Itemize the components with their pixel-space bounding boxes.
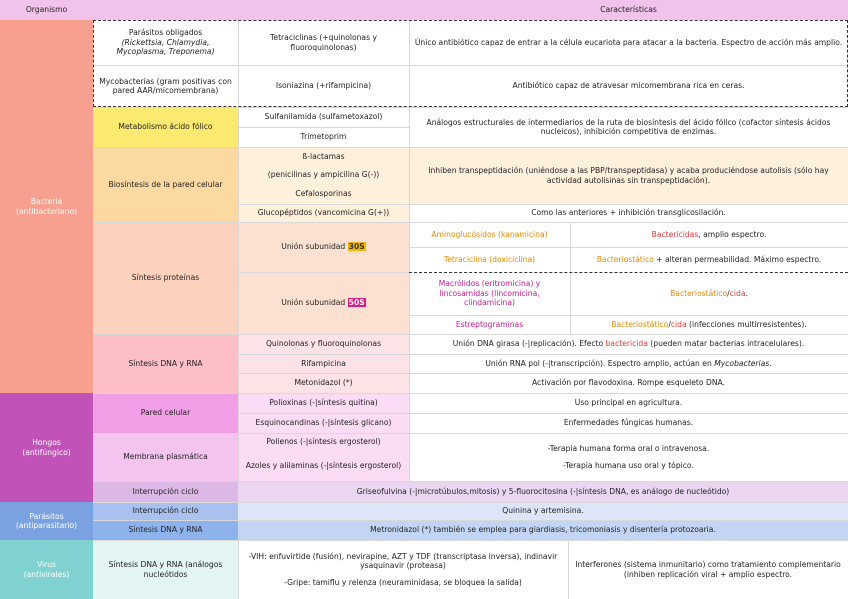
desc-polioxinas: Uso principal en agricultura. <box>574 398 683 408</box>
desc-rifampicina: Unión RNA pol (-|transcripción). Espectro amplio, actúan en Mycobacterias. <box>485 358 772 368</box>
grid-line <box>238 127 409 128</box>
desc-glucopeptidos: Como las anteriores + inhibición transglicosilación. <box>531 208 726 218</box>
group-bacteria: Bacteria (antibacteriano) <box>0 20 93 393</box>
desc-antivirales: -VIH: enfuvirtide (fusión), nevirapine, AZT y TDF (transcriptasa inversa), indinavir ysaquinavir (proteasa) -Gripe: tamiflu y relenza (neuraminidasa, se bloquea la salida) <box>248 551 558 587</box>
grid-line <box>409 247 848 248</box>
grid-line <box>93 107 848 108</box>
grid-line <box>409 315 848 316</box>
subunit-30s: Unión subunidad 30S <box>238 222 409 272</box>
drug-estreptograminas: Estreptograminas <box>455 319 524 329</box>
drug-metonidazol: Metonidazol (*) <box>238 373 409 393</box>
desc-metonidazol: Activación por flavodoxina. Rompe esqueleto DNA. <box>532 378 725 388</box>
desc-pared-celular: Inhiben transpeptidación (uniéndose a las PBP/transpeptidasa) y acaba produciéndose autolisis (sólo hay actividad autolisinas sin transpeptidación). <box>409 147 848 204</box>
grid-line <box>238 540 239 599</box>
drug-sulfanilamida: Sulfanilamida (sulfametoxazol) <box>264 112 383 122</box>
mech-sintesis-proteinas: Síntesis proteínas <box>93 222 238 334</box>
badge-30s: 30S <box>348 242 365 252</box>
desc-interrupcion-ciclo-parasitos: Quinina y artemisina. <box>238 502 848 520</box>
drug-tetraciclinas: Tetraciclinas (+quinolonas y fluoroquinolonas) <box>270 33 377 52</box>
header-organism: Organismo <box>0 0 93 20</box>
drug-azoles: Azoles y alilaminas (-|síntesis ergosterol) <box>238 450 409 481</box>
grid-line <box>409 204 848 205</box>
grid-line <box>93 147 848 148</box>
effect-estreptograminas: Bacteriostático/cida (infecciones multirresistentes). <box>611 319 807 329</box>
grid-line <box>93 502 848 503</box>
grid-line <box>93 540 848 541</box>
drug-isoniazina: Isoniazina (+rifampicina) <box>275 81 372 91</box>
desc-quinolonas: Unión DNA girasa (-|replicación). Efecto bactericida (pueden matar bacterias intracelulares). <box>452 339 805 349</box>
desc-tetraciclinas: Único antibiótico capaz de entrar a la célula eucariota para atacar a la bacteria. Espectro de acción más amplio. <box>414 37 843 47</box>
grid-line <box>93 393 848 394</box>
grid-line <box>93 65 848 66</box>
grid-line <box>568 540 569 599</box>
drug-glucopeptidos: Glucopéptidos (vancomicina G(+)) <box>238 204 409 222</box>
grid-line <box>238 413 848 414</box>
drug-trimetoprim: Trimetoprim <box>300 132 347 142</box>
desc-isoniazina: Antibiótico capaz de atravesar micomembrana rica en ceras. <box>512 81 745 91</box>
mech-pared-celular-hongos: Pared celular <box>93 393 238 433</box>
mech-pared-celular: Biosíntesis de la pared celular <box>93 147 238 222</box>
header-characteristics: Características <box>409 0 848 20</box>
grid-line <box>238 272 409 273</box>
group-virus: Virus (antivirales) <box>0 540 93 599</box>
drug-cefalosporinas: Cefalosporinas <box>238 184 409 204</box>
grid-line <box>93 520 848 521</box>
subunit-50s: Unión subunidad 50S <box>238 272 409 334</box>
drug-macrolidos: Macrólidos (eritromicina) y lincosamidas (lincomicina, clindamicina) <box>438 279 541 308</box>
target-mycobacterias: Mycobacterias (gram positivas con pared AAR/micomembrana) <box>99 76 232 95</box>
badge-50s: 50S <box>348 298 365 308</box>
grid-line <box>93 334 848 335</box>
grid-line <box>409 20 410 481</box>
effect-macrolidos: Bacteriostático/cida. <box>670 288 748 298</box>
header-spacer <box>93 0 409 20</box>
group-parasitos: Parásitos (antiparasitario) <box>0 502 93 540</box>
drug-polienos: Polienos (-|síntesis ergosterol) <box>238 433 409 450</box>
dashed-separator-30s <box>409 272 848 273</box>
mech-interrupcion-ciclo-hongos: Interrupción ciclo <box>93 481 238 502</box>
desc-acido-folico: Análogos estructurales de intermediarios de la ruta de biosíntesis del ácido fólico (cofactor síntesis ácidos nucleicos), inhibición competitiva de enzimas. <box>426 117 831 136</box>
desc-interrupcion-ciclo-hongos: Griseofulvina (-|microtúbulos,mitosis) y 5-fluorocitosina (-|síntesis DNA, es análogo de nucleótido) <box>238 481 848 502</box>
drug-polioxinas: Polioxinas (-|síntesis quitina) <box>238 393 409 413</box>
mech-sintesis-dna-rna-virus: Síntesis DNA y RNA (análogos nucleótidos <box>93 540 238 599</box>
drug-tetraciclina: Tetraciclina (doxiciclina) <box>443 254 536 264</box>
group-hongos: Hongos (antifúngico) <box>0 393 93 502</box>
desc-sintesis-dna-rna-parasitos: Metronidazol (*) también se emplea para giardiasis, tricomoniasis y disentería protozoaria. <box>238 520 848 540</box>
mech-acido-folico: Metabolismo ácido fólico <box>93 107 238 147</box>
grid-line <box>238 373 848 374</box>
effect-aminoglucosidos: Bactericidas, amplio espectro. <box>651 229 767 239</box>
grid-line <box>93 222 848 223</box>
desc-membrana: -Terapia humana forma oral o intravenosa. -Terapia humana uso oral y tópico. <box>547 443 710 470</box>
mech-sintesis-dna-rna-parasitos: Síntesis DNA y RNA <box>93 520 238 540</box>
grid-line <box>238 20 239 481</box>
mech-sintesis-dna-rna: Síntesis DNA y RNA <box>93 334 238 393</box>
drug-rifampicina: Rifampicina <box>238 354 409 373</box>
target-parasitos-obligados: Parásitos obligados (Rickettsia, Chlamydia, Mycoplasma, Treponema) <box>116 28 215 57</box>
drug-esquinocandinas: Esquinocandinas (-|síntesis glicano) <box>238 413 409 433</box>
desc-interferones: Interferones (sistema inmunitario) como tratamiento complementario (inhiben replicación viral + amplio espectro. <box>575 560 841 579</box>
drug-aminoglucosidos: Aminoglucósidos (kanamicina) <box>431 229 548 239</box>
grid-line <box>238 354 848 355</box>
effect-tetraciclina: Bacteriostático + alteran permeabilidad. Máximo espectro. <box>596 254 822 264</box>
drug-penicilinas: (penicilinas y ampicilina G(-)) <box>238 166 409 184</box>
drug-b-lactamas: ß-lactamas <box>238 147 409 166</box>
mech-membrana-plasmatica: Membrana plasmática <box>93 433 238 481</box>
drug-quinolonas: Quinolonas y fluoroquinolonas <box>238 334 409 354</box>
grid-line <box>570 222 571 334</box>
grid-line <box>93 433 848 434</box>
mech-interrupcion-ciclo-parasitos: Interrupción ciclo <box>93 502 238 520</box>
grid-line <box>238 204 409 205</box>
desc-esquinocandinas: Enfermedades fúngicas humanas. <box>563 418 694 428</box>
grid-line <box>93 481 848 482</box>
